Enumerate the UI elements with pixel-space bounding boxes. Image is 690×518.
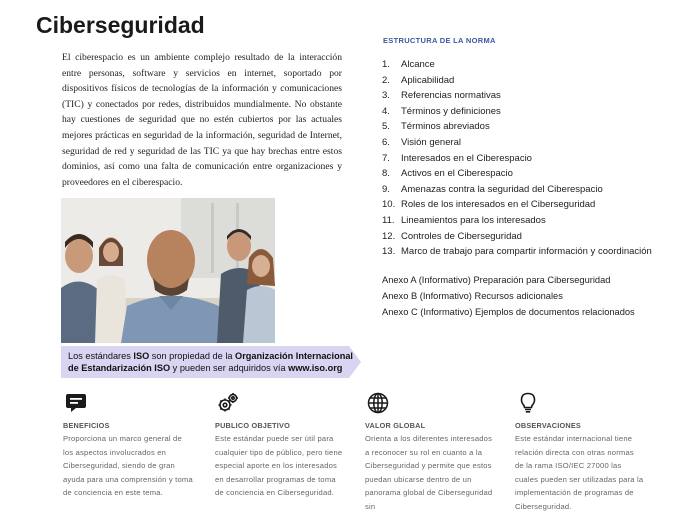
list-item: 3. Referencias normativas	[382, 90, 501, 102]
list-item: 6. Visión general	[382, 136, 462, 148]
iso-banner	[61, 346, 361, 378]
list-item: 13. Marco de trabajo para compartir información y coordinación	[382, 246, 652, 258]
list-item: 5. Términos abreviados	[382, 121, 490, 133]
card-valor-global	[365, 392, 495, 513]
card-title: PUBLICO OBJETIVO	[215, 421, 290, 430]
annex-item: Anexo A (Informativo) Preparación para Ciberseguridad	[382, 275, 611, 285]
annex-list	[382, 272, 635, 320]
page-title: Ciberseguridad	[36, 12, 205, 38]
annex-item: Anexo B (Informativo) Recursos adicionales	[382, 291, 563, 301]
card-text: Este estándar internacional tiene relación directa con otras normas de la rama ISO/IEC 27000 las cuales pueden ser utilizadas para la implementación de programas de Ciberseguridad.	[515, 434, 644, 511]
lightbulb-icon	[517, 392, 539, 414]
card-title: VALOR GLOBAL	[365, 421, 426, 430]
banner-text: Los estándares ISO son propiedad de la Organización Internacional de Estandarización ISO y pueden ser adquiridos vía www.iso.org	[68, 351, 353, 373]
structure-heading: ESTRUCTURA DE LA NORMA	[383, 36, 496, 45]
card-observaciones	[515, 392, 645, 513]
globe-icon	[367, 392, 389, 414]
card-text: Proporciona un marco general de los aspectos involucrados en Ciberseguridad, siendo de gran ayuda para una comprensión y toma de conciencia en este tema.	[63, 434, 193, 497]
card-text: Este estándar puede ser útil para cualquier tipo de público, pero tiene especial aporte en los interesados en desarrollar programas de toma de conciencia en Ciberseguridad.	[215, 434, 343, 497]
annex-item: Anexo C (Informativo) Ejemplos de documentos relacionados	[382, 307, 635, 317]
card-title: OBSERVACIONES	[515, 421, 581, 430]
card-publico-objetivo	[215, 392, 345, 500]
card-beneficios	[63, 392, 193, 500]
list-item: 1. Alcance	[382, 59, 435, 70]
list-item: 10. Roles de los interesados en el Ciberseguridad	[382, 199, 596, 211]
team-photo	[61, 198, 275, 343]
intro-paragraph: El ciberespacio es un ambiente complejo resultado de la interacción entre personas, software y servicios en internet, soportado por dispositivos físicos de tecnologías de la información y comunicaciones (TIC) y conectados por redes, distribuidos mundialmente. No obstante hay cuestiones de seguridad que no estén cubiertos por las actuales mejores prácticas en seguridad de la información, seguridad de Internet, seguridad de red y seguridad de las TIC ya que hay brechas entre estos dominios, así como una falta de comunicación entre organizaciones y proveedores en el ciberespacio.	[62, 52, 342, 188]
structure-list	[382, 57, 652, 260]
list-item: 11. Lineamientos para los interesados	[382, 214, 546, 226]
list-item: 12. Controles de Ciberseguridad	[382, 230, 522, 242]
list-item: 2. Aplicabilidad	[382, 74, 455, 86]
list-item: 7. Interesados en el Ciberespacio	[382, 152, 532, 164]
speech-bubble-icon	[65, 392, 87, 414]
list-item: 8. Activos en el Ciberespacio	[382, 168, 513, 180]
card-title: BENEFICIOS	[63, 421, 110, 430]
list-item: 9. Amenazas contra la seguridad del Ciberespacio	[382, 183, 603, 195]
list-item: 4. Términos y definiciones	[382, 105, 501, 117]
gears-icon	[217, 392, 239, 414]
card-text: Orienta a los diferentes interesados a reconocer su rol en cuanto a la Ciberseguridad y permite que estos puedan ubicarse dentro de un panorama global de Ciberseguridad sin	[365, 434, 493, 511]
